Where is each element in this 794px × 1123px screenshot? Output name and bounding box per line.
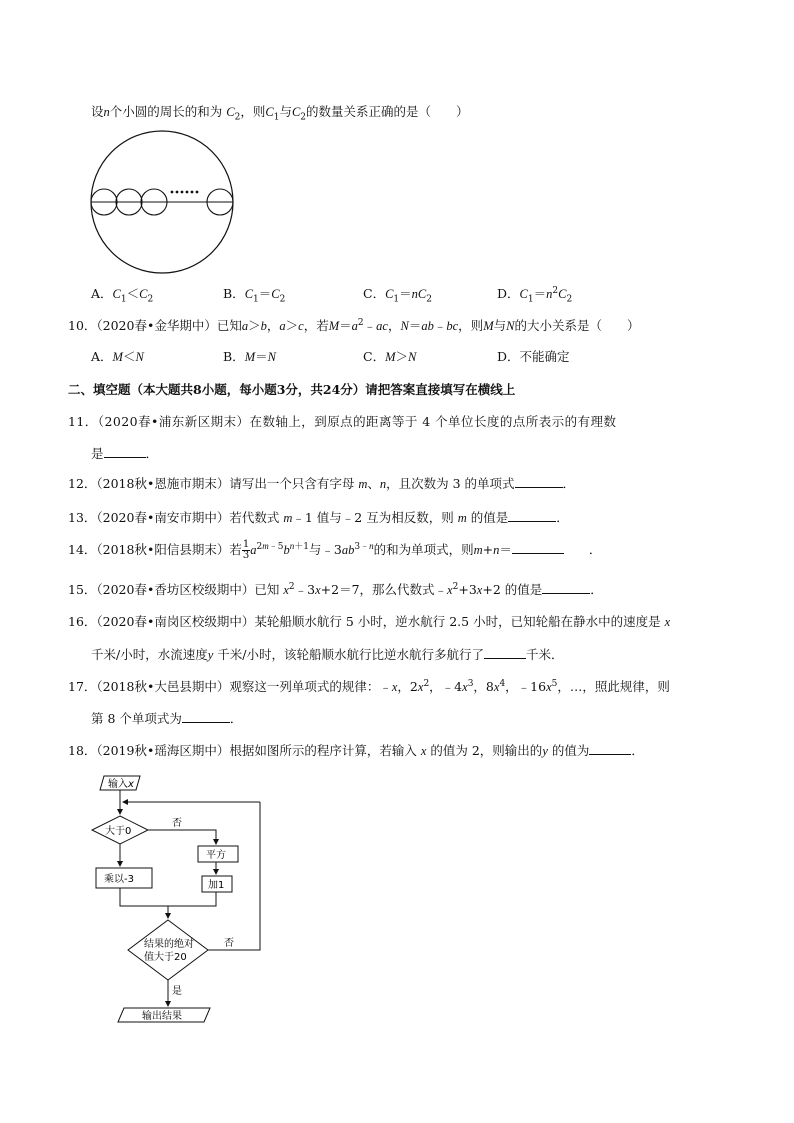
q15: 15．（2020春•香坊区校级期中）已知 $x^2﹣3x+2=7$，那么代数式$﹣x^2+3x+2$ 的值是 ． <box>68 581 603 597</box>
q9-option-c: C．$C_1=nC_2$ <box>363 286 432 305</box>
flow-decision-2 <box>128 920 208 980</box>
q11-line2: 是 ． <box>91 446 159 461</box>
q10-option-a: A．M＜N <box>91 349 144 364</box>
q12: 12．（2018秋•恩施市期末）请写出一个只含有字母 m、n，且次数为 3 的单项式 ． <box>68 476 576 491</box>
q10-option-d: D．不能确定 <box>497 349 570 364</box>
q9-option-b: B．$C_1=C_2$ <box>223 286 286 305</box>
q9-stem: 设n个小圆的周长的和为 $C_2$，则$C_1$与$C_2$的数量关系正确的是（ ） <box>91 104 469 123</box>
flow-add1-label: 加1 <box>208 880 225 891</box>
flow-cond2-line2: 值大于20 <box>144 952 187 963</box>
flow-no2-label: 否 <box>224 938 234 949</box>
flow-multiply-label: 乘以-3 <box>104 874 134 885</box>
q14: 14．（2018秋•阳信县期末）若 $\frac{1}{3}$ $a^{2m﹣5}b^{n+1}$与$﹣3ab^{3﹣n}$的和为单项式，则m+n＝ ． <box>68 539 602 561</box>
q9-option-d: D．$C_1=n^2C_2$ <box>497 285 573 305</box>
section2-title: 二、填空题（本大题共8小题，每小题3分，共24分）请把答案直接填写在横线上 <box>68 382 516 397</box>
flow-cond2-line1: 结果的绝对 <box>144 939 194 950</box>
q10-option-b: B．M＝N <box>223 349 276 364</box>
q10-option-c: C．M＞N <box>363 349 417 364</box>
flow-square-label: 平方 <box>206 850 226 861</box>
flow-cond1-label: 大于0 <box>105 826 132 837</box>
q10-stem: 10．（2020春•金华期中）已知a＞b，a＞c，若$M=a^2﹣ac$，N＝ab﹣bc，则M与N的大小关系是（ ） <box>68 317 640 333</box>
flow-input-label: 输入x <box>108 779 134 790</box>
flow-yes-label: 是 <box>172 986 182 997</box>
q16-line1: 16．（2020春•南岗区校级期中）某轮船顺水航行 5 小时，逆水航行 2.5 小时，已知轮船在静水中的速度是 x <box>68 614 671 629</box>
flow-no1-label: 否 <box>172 818 182 829</box>
q17-line2: 第 8 个单项式为 ． <box>91 711 243 726</box>
q16-line2: 千米/小时，水流速度y 千米/小时，该轮船顺水航行比逆水航行多航行了 千米． <box>91 647 564 662</box>
circles-figure <box>88 130 238 280</box>
q9-option-a: A．$C_1<C_2$ <box>91 286 154 305</box>
q18: 18．（2019秋•瑶海区期中）根据如图所示的程序计算，若输入 x 的值为 2，则输出的y 的值为 ． <box>68 743 644 758</box>
q11-line1: 11．（2020春•浦东新区期末）在数轴上，到原点的距离等于 4 个单位长度的点所表示的有理数 <box>68 414 617 429</box>
flow-output-label: 输出结果 <box>142 1011 182 1022</box>
q17-line1: 17．（2018秋•大邑县期中）观察这一列单项式的规律：﹣x，$2x^2$，$﹣4x^3$，$8x^4$，$﹣16x^5$，…，照此规律，则 <box>68 678 670 694</box>
flowchart <box>80 770 280 1032</box>
q13: 13．（2020春•南安市期中）若代数式 m﹣1 值与﹣2 互为相反数，则 m 的值是 ． <box>68 510 569 525</box>
